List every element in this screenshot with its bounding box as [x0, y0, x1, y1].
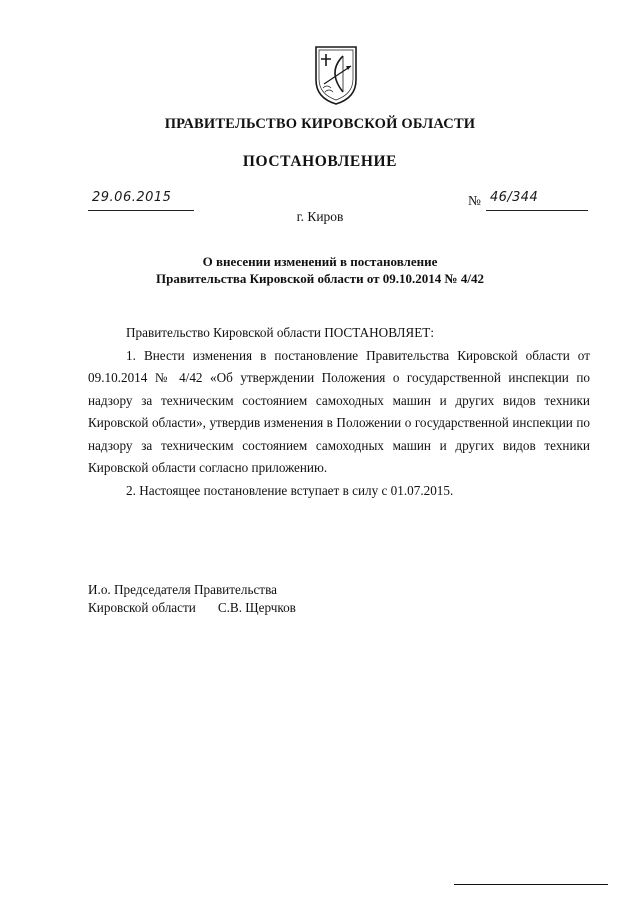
- body-intro: Правительство Кировской области ПОСТАНОВЛЯЕТ:: [126, 325, 434, 340]
- document-body: [88, 322, 590, 502]
- number-sign: №: [468, 193, 481, 208]
- subject-line-2: Правительства Кировской области от 09.10.2014 № 4/42: [156, 271, 484, 286]
- subject-line-1: О внесении изменений в постановление: [202, 254, 438, 269]
- signatory-position-line-1: И.о. Председателя Правительства: [88, 582, 277, 597]
- document-number: 46/344: [490, 190, 539, 205]
- coat-of-arms-icon: [313, 44, 359, 106]
- body-item-1: 1. Внести изменения в постановление Правительства Кировской области от 09.10.2014 № 4/42 «Об утверждении Положения о государственной инспекции по надзору за техническим состоянием самоходных машин и других видов техники Кировской области», утвердив изменения в Положении о государственной инспекции по надзору за техническим состоянием самоходных машин и других видов техники Кировской области согласно приложению.: [88, 347, 590, 475]
- city: г. Киров: [296, 209, 344, 224]
- signature-block: [88, 581, 296, 617]
- document-type: ПОСТАНОВЛЕНИЕ: [242, 153, 398, 170]
- signatory-name: С.В. Щерчков: [217, 600, 296, 615]
- footer-rule: [454, 884, 608, 885]
- document-subject: [0, 253, 640, 287]
- signatory-position-line-2: Кировской области: [88, 600, 196, 615]
- government-name: ПРАВИТЕЛЬСТВО КИРОВСКОЙ ОБЛАСТИ: [164, 116, 476, 132]
- document-date: 29.06.2015: [92, 190, 172, 205]
- body-item-2: 2. Настоящее постановление вступает в силу с 01.07.2015.: [126, 482, 454, 498]
